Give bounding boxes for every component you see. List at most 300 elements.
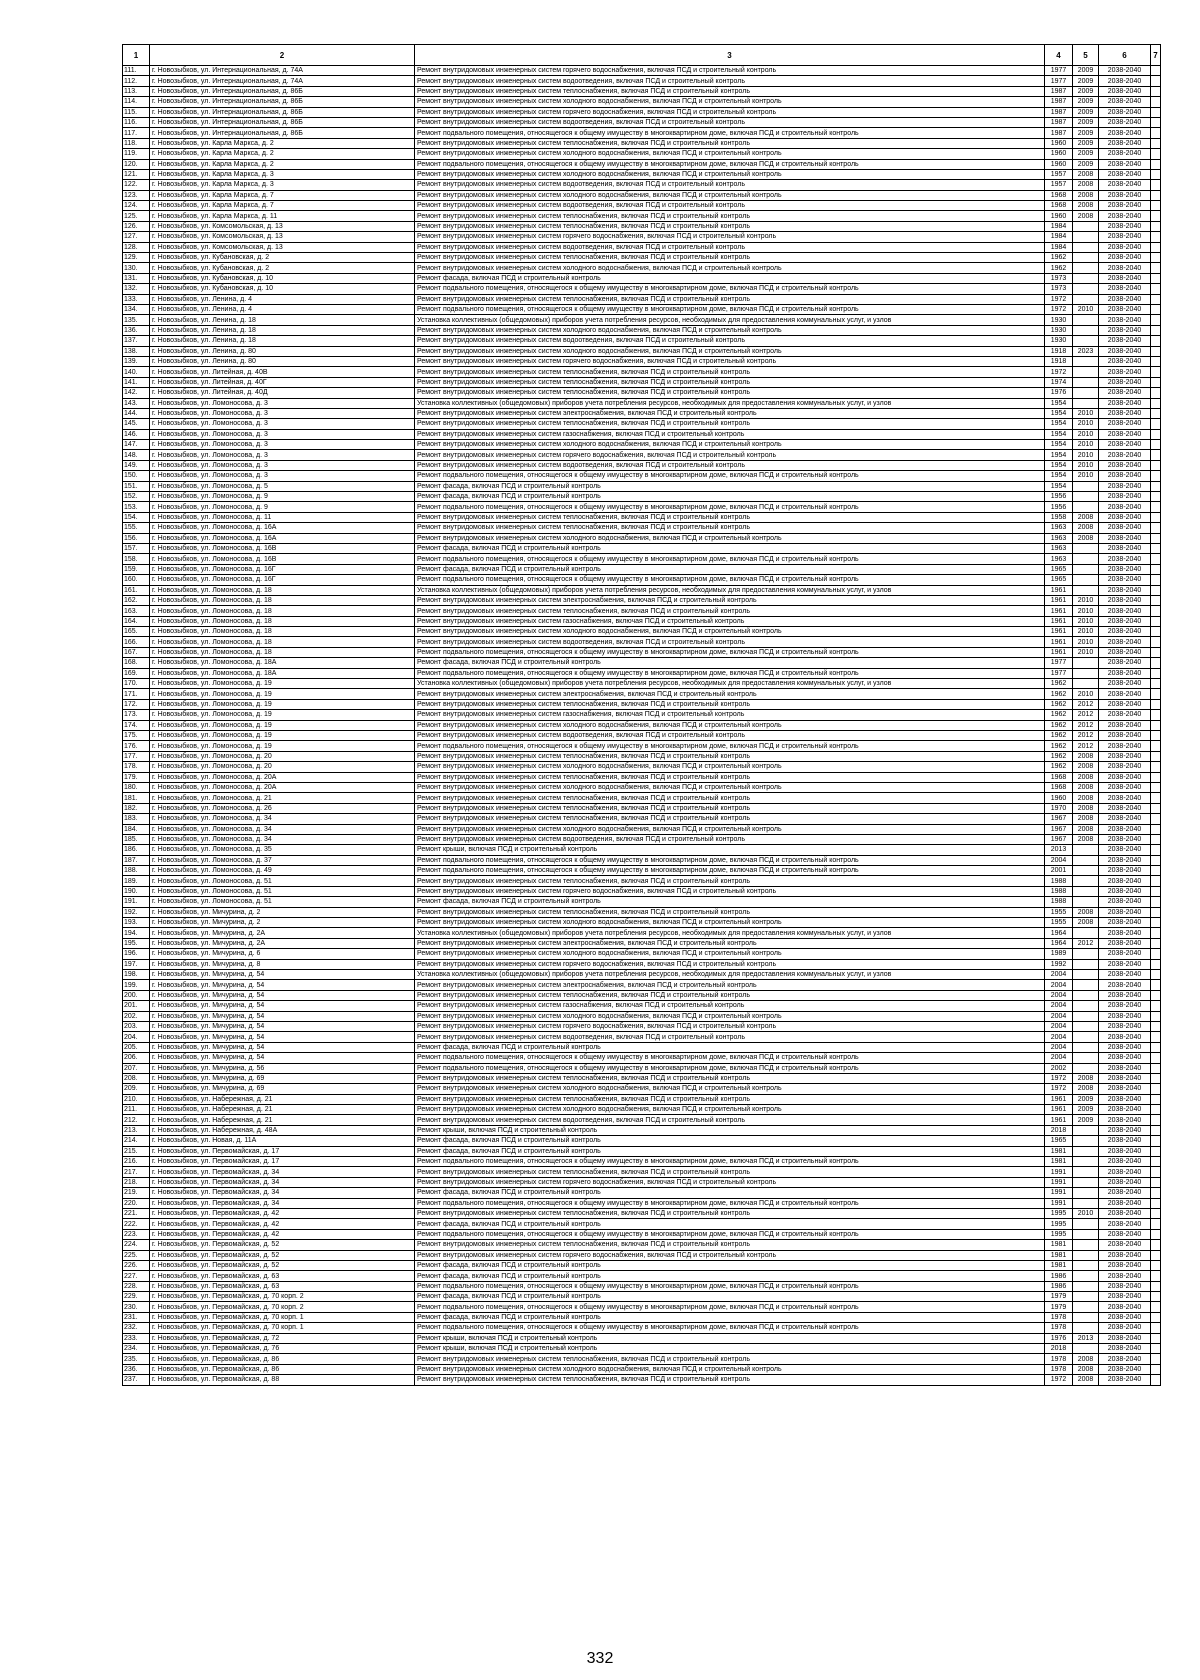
build-year-cell: 1968 <box>1045 190 1073 200</box>
row-number: 219. <box>123 1188 150 1198</box>
planned-period-cell: 2038-2040 <box>1099 242 1151 252</box>
build-year-cell: 1964 <box>1045 938 1073 948</box>
row-number: 113. <box>123 86 150 96</box>
planned-period-cell: 2038-2040 <box>1099 845 1151 855</box>
last-repair-year-cell: 2009 <box>1073 76 1099 86</box>
last-repair-year-cell: 2008 <box>1073 169 1099 179</box>
work-type-cell: Ремонт внутридомовых инженерных систем холодного водоснабжения, включая ПСД и строительный контроль <box>415 1084 1045 1094</box>
column-header: 1 <box>123 45 150 66</box>
planned-period-cell: 2038-2040 <box>1099 814 1151 824</box>
table-row <box>123 1136 1161 1146</box>
work-type-cell: Ремонт внутридомовых инженерных систем теплоснабжения, включая ПСД и строительный контроль <box>415 1073 1045 1083</box>
planned-period-cell: 2038-2040 <box>1099 710 1151 720</box>
work-type-cell: Ремонт внутридомовых инженерных систем теплоснабжения, включая ПСД и строительный контроль <box>415 793 1045 803</box>
row-number: 121. <box>123 169 150 179</box>
address-cell: г. Новозыбков, ул. Интернациональная, д. 74А <box>150 76 415 86</box>
row-number: 166. <box>123 637 150 647</box>
build-year-cell: 2018 <box>1045 1344 1073 1354</box>
build-year-cell: 1972 <box>1045 294 1073 304</box>
address-cell: г. Новозыбков, ул. Мичурина, д. 8 <box>150 959 415 969</box>
build-year-cell: 1991 <box>1045 1188 1073 1198</box>
row-number: 230. <box>123 1302 150 1312</box>
table-row <box>123 1292 1161 1302</box>
address-cell: г. Новозыбков, ул. Ломоносова, д. 3 <box>150 429 415 439</box>
address-cell: г. Новозыбков, ул. Первомайская, д. 72 <box>150 1333 415 1343</box>
empty-column-cell <box>1151 1260 1161 1270</box>
build-year-cell: 1962 <box>1045 751 1073 761</box>
planned-period-cell: 2038-2040 <box>1099 1229 1151 1239</box>
planned-period-cell: 2038-2040 <box>1099 658 1151 668</box>
work-type-cell: Ремонт внутридомовых инженерных систем теплоснабжения, включая ПСД и строительный контроль <box>415 294 1045 304</box>
build-year-cell: 1965 <box>1045 1136 1073 1146</box>
address-cell: г. Новозыбков, ул. Первомайская, д. 17 <box>150 1146 415 1156</box>
work-type-cell: Ремонт внутридомовых инженерных систем теплоснабжения, включая ПСД и строительный контроль <box>415 1167 1045 1177</box>
row-number: 126. <box>123 221 150 231</box>
address-cell: г. Новозыбков, ул. Первомайская, д. 70 корп. 2 <box>150 1302 415 1312</box>
empty-column-cell <box>1151 284 1161 294</box>
empty-column-cell <box>1151 1240 1161 1250</box>
row-number: 199. <box>123 980 150 990</box>
last-repair-year-cell: 2009 <box>1073 117 1099 127</box>
work-type-cell: Ремонт внутридомовых инженерных систем газоснабжения, включая ПСД и строительный контроль <box>415 710 1045 720</box>
last-repair-year-cell <box>1073 1177 1099 1187</box>
empty-column-cell <box>1151 138 1161 148</box>
build-year-cell: 1978 <box>1045 1354 1073 1364</box>
empty-column-cell <box>1151 575 1161 585</box>
address-cell: г. Новозыбков, ул. Первомайская, д. 42 <box>150 1219 415 1229</box>
last-repair-year-cell <box>1073 1146 1099 1156</box>
table-row <box>123 876 1161 886</box>
work-type-cell: Ремонт подвального помещения, относящегося к общему имуществу в многоквартирном доме, включая ПСД и строительный контроль <box>415 1157 1045 1167</box>
row-number: 154. <box>123 512 150 522</box>
address-cell: г. Новозыбков, ул. Кубановская, д. 2 <box>150 253 415 263</box>
row-number: 200. <box>123 990 150 1000</box>
work-type-cell: Ремонт подвального помещения, относящегося к общему имуществу в многоквартирном доме, включая ПСД и строительный контроль <box>415 668 1045 678</box>
address-cell: г. Новозыбков, ул. Карла Маркса, д. 3 <box>150 169 415 179</box>
empty-column-cell <box>1151 398 1161 408</box>
table-row <box>123 221 1161 231</box>
empty-column-cell <box>1151 253 1161 263</box>
last-repair-year-cell: 2012 <box>1073 720 1099 730</box>
empty-column-cell <box>1151 772 1161 782</box>
planned-period-cell: 2038-2040 <box>1099 1032 1151 1042</box>
last-repair-year-cell: 2013 <box>1073 1333 1099 1343</box>
address-cell: г. Новозыбков, ул. Ломоносова, д. 11 <box>150 512 415 522</box>
table-row <box>123 523 1161 533</box>
table-row <box>123 720 1161 730</box>
last-repair-year-cell <box>1073 1188 1099 1198</box>
address-cell: г. Новозыбков, ул. Ленина, д. 80 <box>150 356 415 366</box>
last-repair-year-cell <box>1073 492 1099 502</box>
table-row <box>123 803 1161 813</box>
table-row <box>123 1011 1161 1021</box>
empty-column-cell <box>1151 159 1161 169</box>
column-header: 3 <box>415 45 1045 66</box>
address-cell: г. Новозыбков, ул. Ломоносова, д. 51 <box>150 876 415 886</box>
last-repair-year-cell: 2008 <box>1073 1375 1099 1385</box>
work-type-cell: Ремонт подвального помещения, относящегося к общему имуществу в многоквартирном доме, включая ПСД и строительный контроль <box>415 741 1045 751</box>
work-type-cell: Ремонт внутридомовых инженерных систем электроснабжения, включая ПСД и строительный контроль <box>415 938 1045 948</box>
last-repair-year-cell <box>1073 876 1099 886</box>
empty-column-cell <box>1151 1084 1161 1094</box>
address-cell: г. Новозыбков, ул. Мичурина, д. 69 <box>150 1084 415 1094</box>
planned-period-cell: 2038-2040 <box>1099 149 1151 159</box>
empty-column-cell <box>1151 1208 1161 1218</box>
work-type-cell: Ремонт внутридомовых инженерных систем горячего водоснабжения, включая ПСД и строительный контроль <box>415 232 1045 242</box>
last-repair-year-cell <box>1073 1219 1099 1229</box>
empty-column-cell <box>1151 211 1161 221</box>
planned-period-cell: 2038-2040 <box>1099 1177 1151 1187</box>
build-year-cell: 1954 <box>1045 419 1073 429</box>
work-type-cell: Ремонт внутридомовых инженерных систем горячего водоснабжения, включая ПСД и строительный контроль <box>415 356 1045 366</box>
table-row <box>123 1271 1161 1281</box>
last-repair-year-cell <box>1073 1053 1099 1063</box>
empty-column-cell <box>1151 969 1161 979</box>
address-cell: г. Новозыбков, ул. Ломоносова, д. 18 <box>150 637 415 647</box>
table-row <box>123 1208 1161 1218</box>
work-type-cell: Ремонт подвального помещения, относящегося к общему имуществу в многоквартирном доме, включая ПСД и строительный контроль <box>415 128 1045 138</box>
build-year-cell: 1930 <box>1045 325 1073 335</box>
row-number: 118. <box>123 138 150 148</box>
planned-period-cell: 2038-2040 <box>1099 689 1151 699</box>
last-repair-year-cell: 2009 <box>1073 97 1099 107</box>
last-repair-year-cell <box>1073 1167 1099 1177</box>
empty-column-cell <box>1151 1188 1161 1198</box>
work-type-cell: Ремонт внутридомовых инженерных систем электроснабжения, включая ПСД и строительный контроль <box>415 980 1045 990</box>
build-year-cell: 1955 <box>1045 907 1073 917</box>
planned-period-cell: 2038-2040 <box>1099 1073 1151 1083</box>
last-repair-year-cell <box>1073 315 1099 325</box>
table-row <box>123 710 1161 720</box>
last-repair-year-cell: 2010 <box>1073 419 1099 429</box>
address-cell: г. Новозыбков, ул. Интернациональная, д. 86Б <box>150 107 415 117</box>
last-repair-year-cell: 2010 <box>1073 616 1099 626</box>
table-row <box>123 1344 1161 1354</box>
build-year-cell: 1961 <box>1045 1115 1073 1125</box>
empty-column-cell <box>1151 1011 1161 1021</box>
planned-period-cell: 2038-2040 <box>1099 1115 1151 1125</box>
empty-column-cell <box>1151 356 1161 366</box>
planned-period-cell: 2038-2040 <box>1099 450 1151 460</box>
row-number: 145. <box>123 419 150 429</box>
build-year-cell: 1978 <box>1045 1323 1073 1333</box>
address-cell: г. Новозыбков, ул. Мичурина, д. 54 <box>150 980 415 990</box>
empty-column-cell <box>1151 523 1161 533</box>
table-row <box>123 304 1161 314</box>
empty-column-cell <box>1151 201 1161 211</box>
empty-column-cell <box>1151 76 1161 86</box>
last-repair-year-cell: 2009 <box>1073 86 1099 96</box>
row-number: 224. <box>123 1240 150 1250</box>
last-repair-year-cell: 2008 <box>1073 201 1099 211</box>
last-repair-year-cell <box>1073 845 1099 855</box>
row-number: 134. <box>123 304 150 314</box>
table-row <box>123 1229 1161 1239</box>
row-number: 136. <box>123 325 150 335</box>
empty-column-cell <box>1151 907 1161 917</box>
work-type-cell: Ремонт внутридомовых инженерных систем холодного водоснабжения, включая ПСД и строительный контроль <box>415 263 1045 273</box>
work-type-cell: Ремонт фасада, включая ПСД и строительный контроль <box>415 1271 1045 1281</box>
last-repair-year-cell: 2008 <box>1073 211 1099 221</box>
last-repair-year-cell <box>1073 1250 1099 1260</box>
empty-column-cell <box>1151 855 1161 865</box>
last-repair-year-cell <box>1073 377 1099 387</box>
work-type-cell: Ремонт внутридомовых инженерных систем холодного водоснабжения, включая ПСД и строительный контроль <box>415 1105 1045 1115</box>
last-repair-year-cell <box>1073 294 1099 304</box>
last-repair-year-cell: 2008 <box>1073 751 1099 761</box>
last-repair-year-cell <box>1073 263 1099 273</box>
empty-column-cell <box>1151 1302 1161 1312</box>
build-year-cell: 2004 <box>1045 969 1073 979</box>
table-row <box>123 1094 1161 1104</box>
row-number: 157. <box>123 543 150 553</box>
last-repair-year-cell <box>1073 232 1099 242</box>
planned-period-cell: 2038-2040 <box>1099 388 1151 398</box>
build-year-cell: 2004 <box>1045 855 1073 865</box>
row-number: 140. <box>123 367 150 377</box>
address-cell: г. Новозыбков, ул. Ломоносова, д. 19 <box>150 710 415 720</box>
build-year-cell: 1961 <box>1045 647 1073 657</box>
planned-period-cell: 2038-2040 <box>1099 1125 1151 1135</box>
work-type-cell: Ремонт внутридомовых инженерных систем теплоснабжения, включая ПСД и строительный контроль <box>415 803 1045 813</box>
row-number: 155. <box>123 523 150 533</box>
work-type-cell: Ремонт внутридомовых инженерных систем теплоснабжения, включая ПСД и строительный контроль <box>415 1094 1045 1104</box>
planned-period-cell: 2038-2040 <box>1099 969 1151 979</box>
planned-period-cell: 2038-2040 <box>1099 1021 1151 1031</box>
row-number: 226. <box>123 1260 150 1270</box>
address-cell: г. Новозыбков, ул. Ломоносова, д. 34 <box>150 814 415 824</box>
empty-column-cell <box>1151 66 1161 76</box>
row-number: 146. <box>123 429 150 439</box>
build-year-cell: 1960 <box>1045 149 1073 159</box>
empty-column-cell <box>1151 408 1161 418</box>
empty-column-cell <box>1151 1271 1161 1281</box>
row-number: 175. <box>123 731 150 741</box>
last-repair-year-cell <box>1073 1260 1099 1270</box>
planned-period-cell: 2038-2040 <box>1099 253 1151 263</box>
empty-column-cell <box>1151 169 1161 179</box>
address-cell: г. Новозыбков, ул. Ломоносова, д. 16Г <box>150 564 415 574</box>
table-row <box>123 138 1161 148</box>
address-cell: г. Новозыбков, ул. Первомайская, д. 86 <box>150 1364 415 1374</box>
planned-period-cell: 2038-2040 <box>1099 1042 1151 1052</box>
planned-period-cell: 2038-2040 <box>1099 356 1151 366</box>
work-type-cell: Ремонт внутридомовых инженерных систем холодного водоснабжения, включая ПСД и строительный контроль <box>415 782 1045 792</box>
build-year-cell: 1930 <box>1045 336 1073 346</box>
address-cell: г. Новозыбков, ул. Ломоносова, д. 16А <box>150 523 415 533</box>
work-type-cell: Ремонт подвального помещения, относящегося к общему имуществу в многоквартирном доме, включая ПСД и строительный контроль <box>415 502 1045 512</box>
table-row <box>123 575 1161 585</box>
planned-period-cell: 2038-2040 <box>1099 585 1151 595</box>
build-year-cell: 1974 <box>1045 377 1073 387</box>
planned-period-cell: 2038-2040 <box>1099 1364 1151 1374</box>
planned-period-cell: 2038-2040 <box>1099 471 1151 481</box>
table-row <box>123 159 1161 169</box>
last-repair-year-cell <box>1073 1021 1099 1031</box>
work-type-cell: Ремонт внутридомовых инженерных систем электроснабжения, включая ПСД и строительный контроль <box>415 595 1045 605</box>
row-number: 196. <box>123 949 150 959</box>
last-repair-year-cell: 2010 <box>1073 460 1099 470</box>
work-type-cell: Ремонт подвального помещения, относящегося к общему имуществу в многоквартирном доме, включая ПСД и строительный контроль <box>415 1323 1045 1333</box>
build-year-cell: 1954 <box>1045 481 1073 491</box>
row-number: 187. <box>123 855 150 865</box>
build-year-cell: 1918 <box>1045 356 1073 366</box>
row-number: 201. <box>123 1001 150 1011</box>
table-row <box>123 284 1161 294</box>
table-row <box>123 1375 1161 1385</box>
row-number: 215. <box>123 1146 150 1156</box>
last-repair-year-cell: 2008 <box>1073 907 1099 917</box>
table-row <box>123 938 1161 948</box>
last-repair-year-cell: 2009 <box>1073 159 1099 169</box>
work-type-cell: Ремонт внутридомовых инженерных систем горячего водоснабжения, включая ПСД и строительный контроль <box>415 886 1045 896</box>
last-repair-year-cell <box>1073 1157 1099 1167</box>
build-year-cell: 2004 <box>1045 1032 1073 1042</box>
planned-period-cell: 2038-2040 <box>1099 304 1151 314</box>
row-number: 212. <box>123 1115 150 1125</box>
build-year-cell: 1963 <box>1045 554 1073 564</box>
row-number: 217. <box>123 1167 150 1177</box>
row-number: 221. <box>123 1208 150 1218</box>
empty-column-cell <box>1151 1323 1161 1333</box>
build-year-cell: 1970 <box>1045 803 1073 813</box>
table-row <box>123 1198 1161 1208</box>
last-repair-year-cell: 2009 <box>1073 1094 1099 1104</box>
row-number: 213. <box>123 1125 150 1135</box>
planned-period-cell: 2038-2040 <box>1099 637 1151 647</box>
planned-period-cell: 2038-2040 <box>1099 720 1151 730</box>
row-number: 194. <box>123 928 150 938</box>
empty-column-cell <box>1151 533 1161 543</box>
address-cell: г. Новозыбков, ул. Ломоносова, д. 20 <box>150 762 415 772</box>
empty-column-cell <box>1151 325 1161 335</box>
work-type-cell: Ремонт подвального помещения, относящегося к общему имуществу в многоквартирном доме, включая ПСД и строительный контроль <box>415 1053 1045 1063</box>
table-row <box>123 1364 1161 1374</box>
row-number: 211. <box>123 1105 150 1115</box>
address-cell: г. Новозыбков, ул. Первомайская, д. 34 <box>150 1188 415 1198</box>
last-repair-year-cell <box>1073 1229 1099 1239</box>
address-cell: г. Новозыбков, ул. Ломоносова, д. 18А <box>150 668 415 678</box>
table-row <box>123 356 1161 366</box>
last-repair-year-cell: 2012 <box>1073 731 1099 741</box>
address-cell: г. Новозыбков, ул. Комсомольская, д. 13 <box>150 232 415 242</box>
build-year-cell: 1977 <box>1045 668 1073 678</box>
empty-column-cell <box>1151 1312 1161 1322</box>
table-row <box>123 1032 1161 1042</box>
empty-column-cell <box>1151 97 1161 107</box>
planned-period-cell: 2038-2040 <box>1099 180 1151 190</box>
planned-period-cell: 2038-2040 <box>1099 595 1151 605</box>
empty-column-cell <box>1151 1333 1161 1343</box>
address-cell: г. Новозыбков, ул. Первомайская, д. 34 <box>150 1177 415 1187</box>
empty-column-cell <box>1151 824 1161 834</box>
empty-column-cell <box>1151 1292 1161 1302</box>
build-year-cell: 2002 <box>1045 1063 1073 1073</box>
planned-period-cell: 2038-2040 <box>1099 159 1151 169</box>
last-repair-year-cell: 2010 <box>1073 408 1099 418</box>
row-number: 156. <box>123 533 150 543</box>
address-cell: г. Новозыбков, ул. Мичурина, д. 69 <box>150 1073 415 1083</box>
work-type-cell: Ремонт фасада, включая ПСД и строительный контроль <box>415 564 1045 574</box>
empty-column-cell <box>1151 107 1161 117</box>
last-repair-year-cell: 2010 <box>1073 471 1099 481</box>
table-row <box>123 128 1161 138</box>
row-number: 193. <box>123 918 150 928</box>
planned-period-cell: 2038-2040 <box>1099 606 1151 616</box>
row-number: 111. <box>123 66 150 76</box>
address-cell: г. Новозыбков, ул. Первомайская, д. 88 <box>150 1375 415 1385</box>
row-number: 125. <box>123 211 150 221</box>
table-row <box>123 460 1161 470</box>
table-row <box>123 1250 1161 1260</box>
row-number: 181. <box>123 793 150 803</box>
planned-period-cell: 2038-2040 <box>1099 1094 1151 1104</box>
build-year-cell: 1954 <box>1045 429 1073 439</box>
table-row <box>123 1073 1161 1083</box>
table-row <box>123 180 1161 190</box>
last-repair-year-cell <box>1073 284 1099 294</box>
build-year-cell: 1958 <box>1045 512 1073 522</box>
work-type-cell: Ремонт внутридомовых инженерных систем теплоснабжения, включая ПСД и строительный контроль <box>415 907 1045 917</box>
planned-period-cell: 2038-2040 <box>1099 367 1151 377</box>
address-cell: г. Новозыбков, ул. Ломоносова, д. 26 <box>150 803 415 813</box>
build-year-cell: 2004 <box>1045 980 1073 990</box>
empty-column-cell <box>1151 782 1161 792</box>
last-repair-year-cell: 2009 <box>1073 1105 1099 1115</box>
work-type-cell: Ремонт фасада, включая ПСД и строительный контроль <box>415 1219 1045 1229</box>
empty-column-cell <box>1151 959 1161 969</box>
address-cell: г. Новозыбков, ул. Мичурина, д. 54 <box>150 969 415 979</box>
last-repair-year-cell <box>1073 1302 1099 1312</box>
address-cell: г. Новозыбков, ул. Первомайская, д. 52 <box>150 1240 415 1250</box>
empty-column-cell <box>1151 834 1161 844</box>
planned-period-cell: 2038-2040 <box>1099 1312 1151 1322</box>
address-cell: г. Новозыбков, ул. Ленина, д. 18 <box>150 315 415 325</box>
row-number: 232. <box>123 1323 150 1333</box>
address-cell: г. Новозыбков, ул. Ленина, д. 4 <box>150 304 415 314</box>
table-row <box>123 211 1161 221</box>
empty-column-cell <box>1151 502 1161 512</box>
table-row <box>123 107 1161 117</box>
last-repair-year-cell <box>1073 1032 1099 1042</box>
address-cell: г. Новозыбков, ул. Интернациональная, д. 86Б <box>150 128 415 138</box>
empty-column-cell <box>1151 918 1161 928</box>
address-cell: г. Новозыбков, ул. Карла Маркса, д. 3 <box>150 180 415 190</box>
address-cell: г. Новозыбков, ул. Первомайская, д. 70 корп. 1 <box>150 1323 415 1333</box>
table-row <box>123 855 1161 865</box>
table-row <box>123 762 1161 772</box>
empty-column-cell <box>1151 1219 1161 1229</box>
last-repair-year-cell: 2012 <box>1073 699 1099 709</box>
last-repair-year-cell <box>1073 356 1099 366</box>
row-number: 160. <box>123 575 150 585</box>
row-number: 176. <box>123 741 150 751</box>
table-row <box>123 699 1161 709</box>
last-repair-year-cell <box>1073 1240 1099 1250</box>
work-type-cell: Ремонт внутридомовых инженерных систем холодного водоснабжения, включая ПСД и строительный контроль <box>415 440 1045 450</box>
row-number: 150. <box>123 471 150 481</box>
row-number: 164. <box>123 616 150 626</box>
table-row <box>123 481 1161 491</box>
work-type-cell: Ремонт внутридомовых инженерных систем водоотведения, включая ПСД и строительный контроль <box>415 336 1045 346</box>
build-year-cell: 1972 <box>1045 1073 1073 1083</box>
table-row <box>123 471 1161 481</box>
planned-period-cell: 2038-2040 <box>1099 221 1151 231</box>
empty-column-cell <box>1151 658 1161 668</box>
empty-column-cell <box>1151 481 1161 491</box>
row-number: 235. <box>123 1354 150 1364</box>
table-row <box>123 616 1161 626</box>
